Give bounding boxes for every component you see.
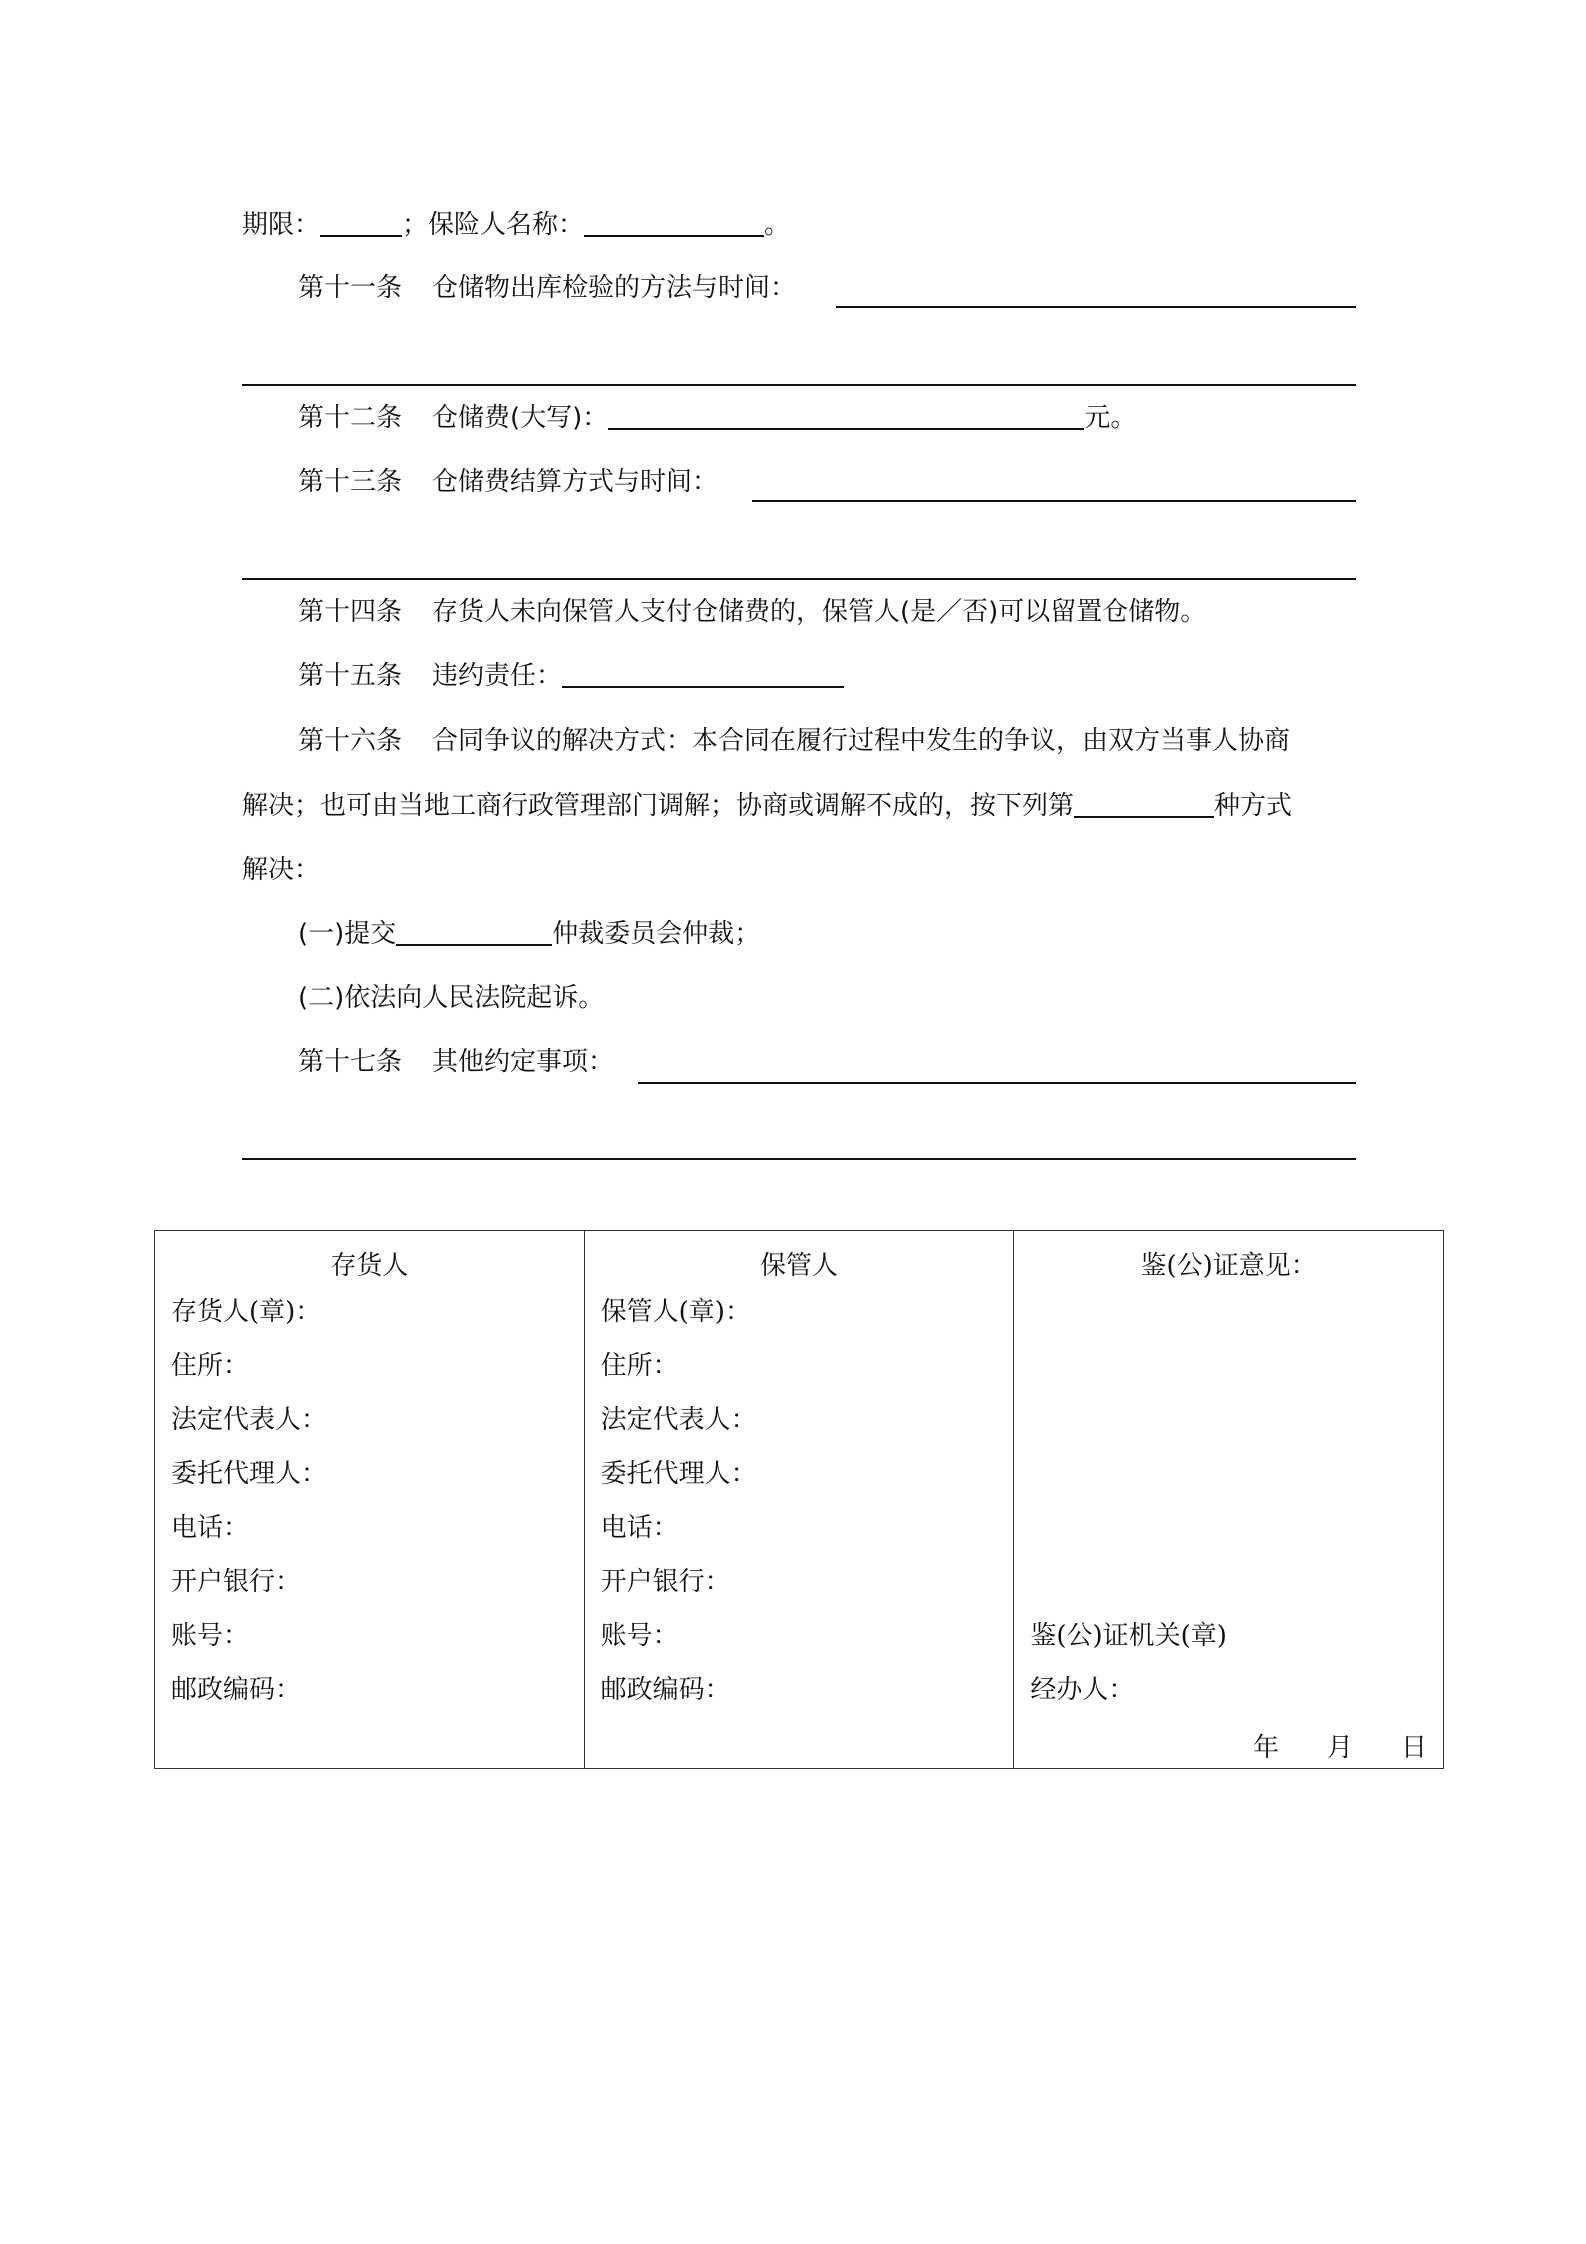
article-14 [298,594,1206,630]
depositor-address-field[interactable]: 住所： [171,1351,250,1381]
insurer-label: ；保险人名称： [402,210,585,240]
depositor-account-field[interactable]: 账号： [171,1621,250,1651]
article-16-number: 第十六条 [298,726,403,756]
depositor-agent-field[interactable]: 委托代理人： [171,1459,328,1489]
date-year: 年 [1252,1733,1279,1763]
custodian-postcode-field[interactable]: 邮政编码： [600,1675,731,1705]
article-11 [298,270,796,306]
custodian-legal-rep-field[interactable]: 法定代表人： [600,1405,757,1435]
article-17-text: 其他约定事项： [432,1047,615,1077]
depositor-column [155,1231,585,1769]
custodian-agent-field[interactable]: 委托代理人： [600,1459,757,1489]
option-1 [298,916,760,952]
article-16-text-1: 合同争议的解决方式：本合同在履行过程中发生的争议，由双方当事人协商 [432,726,1291,756]
custodian-address-field[interactable]: 住所： [600,1351,679,1381]
term-line [242,207,790,243]
article-16-text-3: 解决： [242,855,321,885]
article-16 [298,723,1290,759]
article-16-line-3 [242,852,320,888]
article-11-blank-2[interactable] [242,384,1356,386]
custodian-account-field[interactable]: 账号： [600,1621,679,1651]
depositor-legal-rep-field[interactable]: 法定代表人： [171,1405,328,1435]
depositor-bank-field[interactable]: 开户银行： [171,1567,302,1597]
option-2-text: (二)依法向人民法院起诉。 [298,983,605,1013]
option-2 [298,980,604,1016]
article-16-blank[interactable] [1074,788,1214,818]
custodian-column [584,1231,1014,1769]
depositor-header: 存货人 [330,1251,409,1281]
depositor-phone-field[interactable]: 电话： [171,1513,250,1543]
article-15 [298,658,844,694]
article-16-text-2a: 解决；也可由当地工商行政管理部门调解；协商或调解不成的，按下列第 [242,791,1075,821]
option-1-text-b: 仲裁委员会仲裁； [552,919,761,949]
article-14-number: 第十四条 [298,597,403,627]
custodian-seal-field[interactable]: 保管人(章)： [600,1297,751,1327]
article-14-text: 存货人未向保管人支付仓储费的，保管人(是／否)可以留置仓储物。 [432,597,1207,627]
article-15-text: 违约责任： [432,661,563,691]
article-12-number: 第十二条 [298,403,403,433]
article-16-line-2 [242,788,1292,824]
article-13-number: 第十三条 [298,467,403,497]
signature-table [154,1230,1444,1769]
option-1-text-a: (一)提交 [298,919,397,949]
notary-authority-field[interactable]: 鉴(公)证机关(章) [1030,1621,1227,1651]
article-12 [298,400,1136,436]
insurer-blank[interactable] [584,207,764,237]
notary-column [1014,1231,1444,1769]
article-12-blank[interactable] [608,400,1084,430]
notary-date[interactable] [1205,1727,1427,1764]
article-11-number: 第十一条 [298,273,403,303]
article-15-number: 第十五条 [298,661,403,691]
notary-handler-field[interactable]: 经办人： [1030,1675,1135,1705]
article-11-text: 仓储物出库检验的方法与时间： [432,273,797,303]
option-1-blank[interactable] [396,916,552,946]
article-17-blank-2[interactable] [242,1158,1356,1160]
custodian-header: 保管人 [759,1251,838,1281]
custodian-bank-field[interactable]: 开户银行： [600,1567,731,1597]
term-end: 。 [764,210,791,240]
article-12-text: 仓储费(大写)： [432,403,609,433]
date-month: 月 [1326,1733,1353,1763]
term-blank[interactable] [320,207,402,237]
depositor-postcode-field[interactable]: 邮政编码： [171,1675,302,1705]
article-12-suffix: 元。 [1084,403,1137,433]
depositor-seal-field[interactable]: 存货人(章)： [171,1297,322,1327]
article-13-blank-2[interactable] [242,578,1356,580]
article-15-blank[interactable] [562,658,844,688]
article-11-blank[interactable] [836,306,1356,308]
article-16-text-2b: 种方式 [1214,791,1293,821]
article-17-blank[interactable] [638,1082,1356,1084]
article-17 [298,1044,614,1080]
article-13 [298,464,718,500]
article-17-number: 第十七条 [298,1047,403,1077]
article-13-blank[interactable] [752,500,1356,502]
article-13-text: 仓储费结算方式与时间： [432,467,719,497]
term-label: 期限： [242,210,321,240]
custodian-phone-field[interactable]: 电话： [600,1513,679,1543]
date-day: 日 [1400,1733,1427,1763]
notary-header: 鉴(公)证意见： [1140,1251,1317,1281]
